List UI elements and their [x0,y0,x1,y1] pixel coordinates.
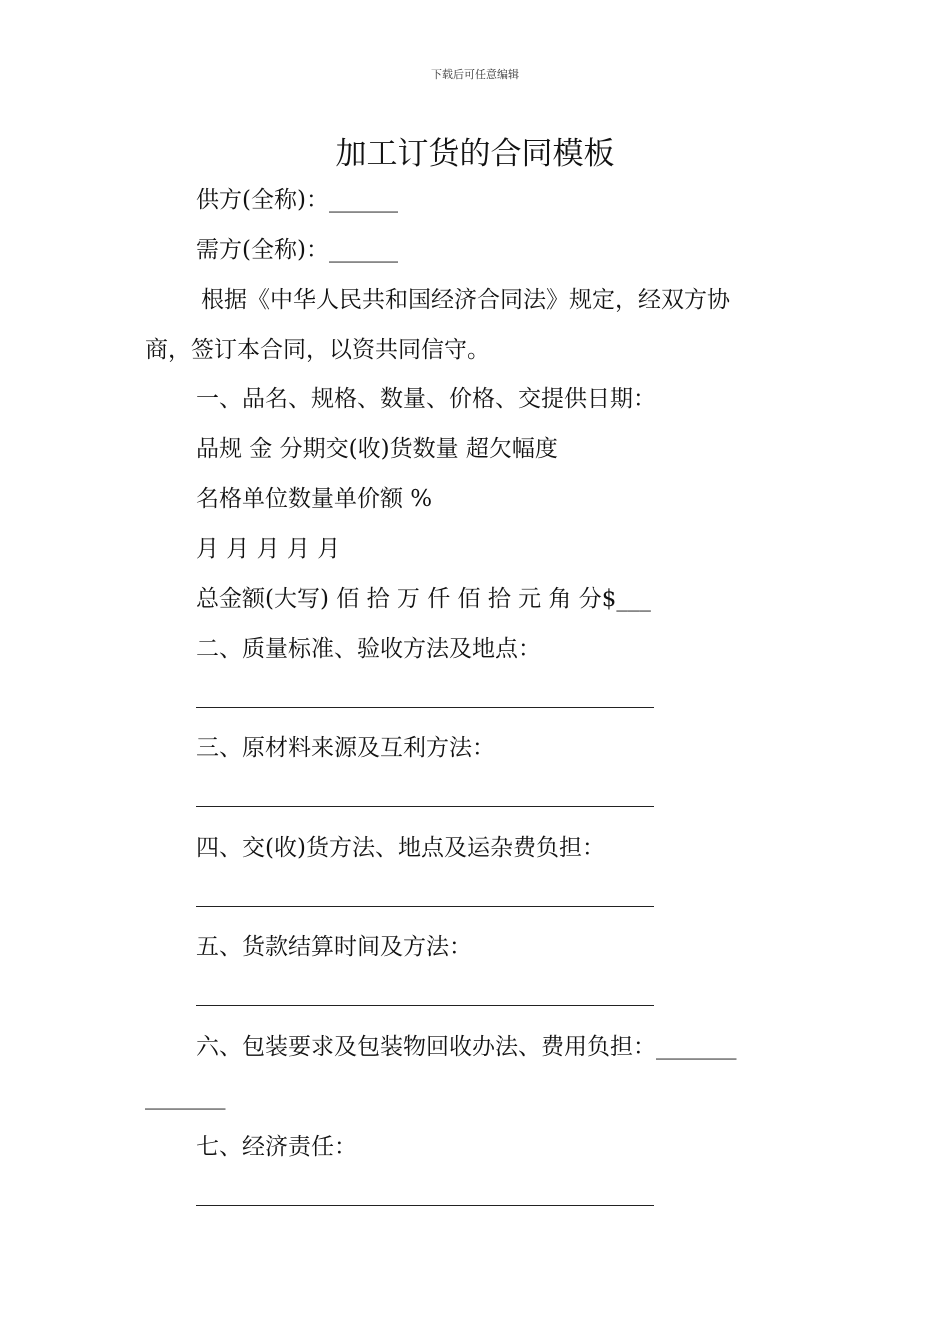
table-header-row-1: 品规 金 分期交(收)货数量 超欠幅度 [196,436,558,462]
section-6-heading: 六、包装要求及包装物回收办法、费用负担：_______ [196,1034,737,1060]
section-4-heading: 四、交(收)货方法、地点及运杂费负担： [196,835,605,861]
buyer-line: 需方(全称)：______ [196,237,398,263]
section-4-blank-line [196,906,654,907]
section-6-continuation: _______ [145,1084,226,1110]
section-5-blank-line [196,1005,654,1006]
section-7-blank-line [196,1205,654,1206]
section-1-heading: 一、品名、规格、数量、价格、交提供日期： [196,386,656,412]
section-2-blank-line [196,707,654,708]
section-5-heading: 五、货款结算时间及方法： [196,934,472,960]
table-header-row-2: 名格单位数量单价额 % [196,486,433,512]
section-2-heading: 二、质量标准、验收方法及地点： [196,636,541,662]
document-title: 加工订货的合同模板 [335,136,615,172]
total-amount-line: 总金额(大写) 佰 拾 万 仟 佰 拾 元 角 分$___ [196,586,651,612]
section-3-heading: 三、原材料来源及互利方法： [196,735,495,761]
header-note: 下载后可任意编辑 [431,68,519,81]
intro-paragraph-line-2: 商，签订本合同，以资共同信守。 [145,337,490,363]
section-3-blank-line [196,806,654,807]
section-7-heading: 七、经济责任： [196,1134,357,1160]
supplier-line: 供方(全称)：______ [196,187,398,213]
table-header-row-3: 月 月 月 月 月 [196,536,341,562]
intro-paragraph-line-1: 根据《中华人民共和国经济合同法》规定，经双方协 [201,287,730,313]
